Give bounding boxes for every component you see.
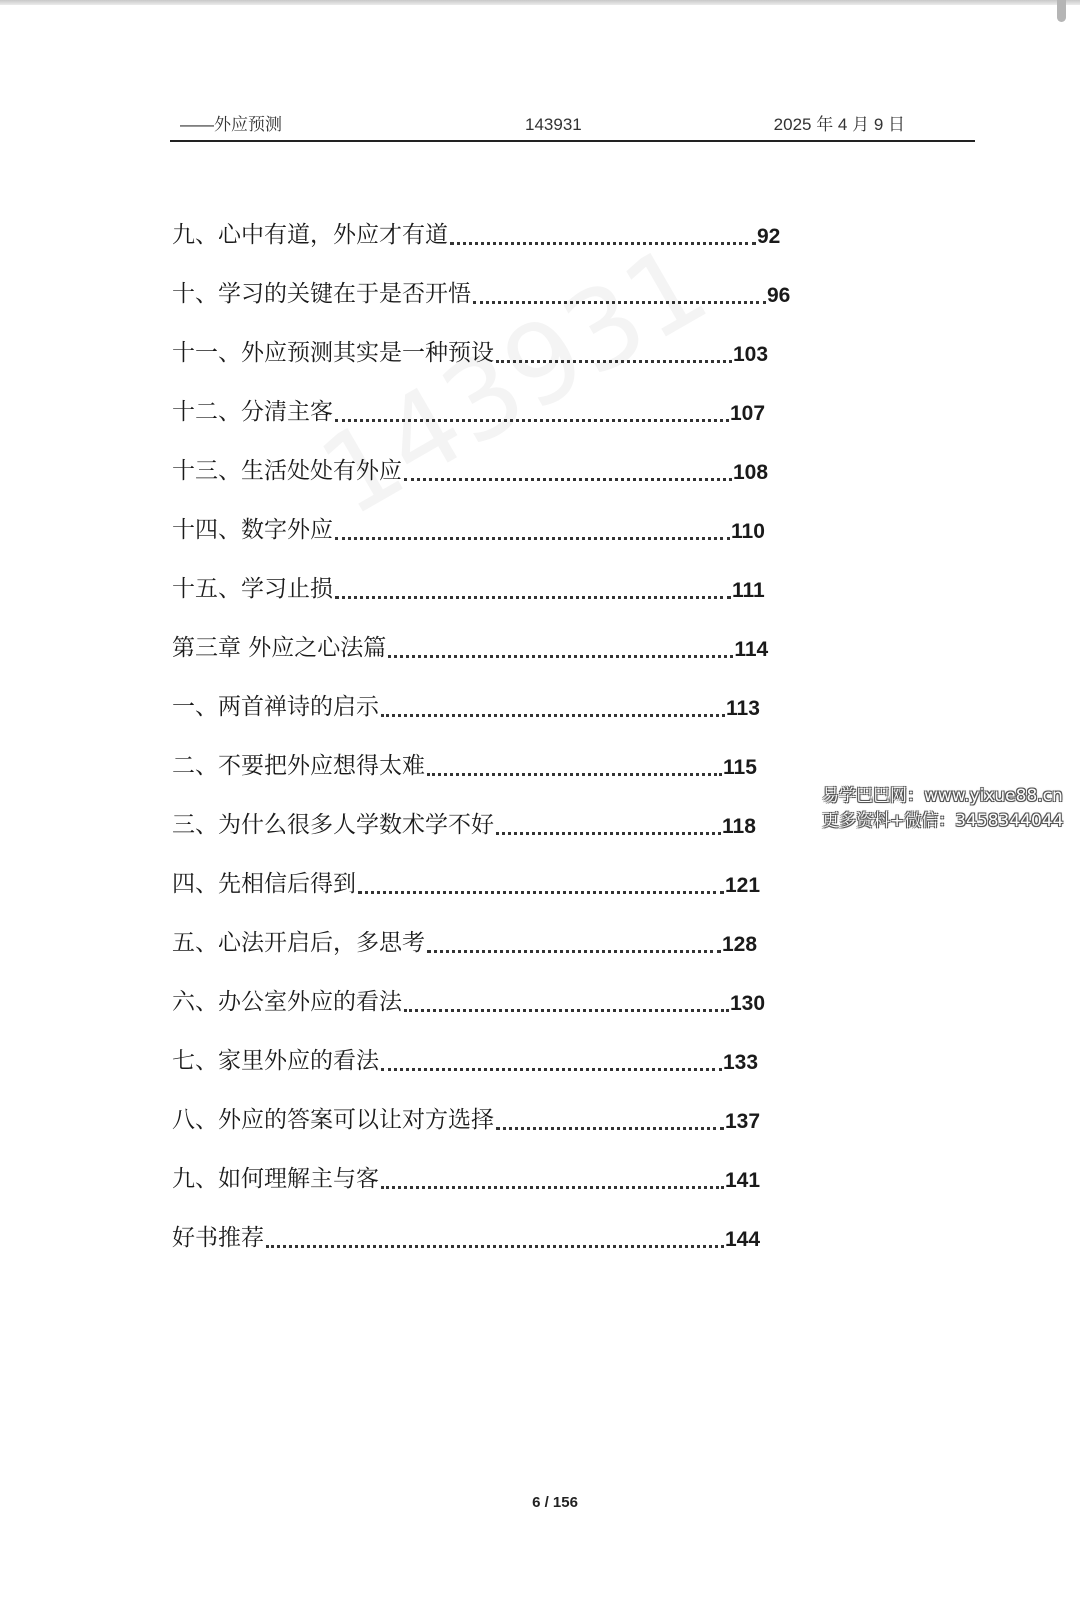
toc-leader-dots [427, 950, 721, 953]
toc-entry-title: 六、办公室外应的看法 [172, 989, 402, 1015]
toc-leader-dots [450, 242, 756, 245]
toc-entry-title: 七、家里外应的看法 [172, 1048, 379, 1074]
table-of-contents [172, 196, 872, 1258]
toc-entry[interactable] [172, 963, 872, 1022]
toc-entry-page: 141 [725, 1169, 761, 1192]
header-doc-title: ——外应预测 [180, 115, 282, 134]
toc-entry-page: 114 [734, 638, 769, 661]
toc-entry-title: 五、心法开启后，多思考 [172, 930, 425, 956]
toc-entry[interactable] [172, 1081, 872, 1140]
toc-entry-title: 八、外应的答案可以让对方选择 [172, 1107, 494, 1133]
toc-entry-title: 一、两首禅诗的启示 [172, 694, 379, 720]
toc-entry[interactable] [172, 904, 872, 963]
toc-entry-title: 九、如何理解主与客 [172, 1166, 379, 1192]
toc-entry-page: 130 [730, 992, 766, 1015]
toc-entry[interactable] [172, 432, 872, 491]
site-note-line: 易学巴巴网：www.yixue88.cn [822, 786, 1063, 806]
site-note-line: 更多资料+微信：3458344044 [822, 811, 1064, 831]
toc-entry[interactable] [172, 609, 872, 668]
toc-entry[interactable] [172, 845, 872, 904]
toc-entry-page: 113 [726, 697, 760, 720]
toc-entry-title: 三、为什么很多人学数术学不好 [172, 812, 494, 838]
toc-entry-page: 103 [733, 343, 769, 366]
toc-leader-dots [335, 596, 731, 599]
toc-leader-dots [388, 655, 733, 658]
toc-entry-page: 92 [757, 225, 781, 248]
toc-entry-title: 四、先相信后得到 [172, 871, 356, 897]
toc-entry-page: 118 [722, 815, 756, 838]
toc-entry-page: 133 [723, 1051, 759, 1074]
toc-entry-title: 十二、分清主客 [172, 399, 333, 425]
toc-entry-page: 107 [730, 402, 766, 425]
toc-entry-page: 96 [767, 284, 791, 307]
toc-entry[interactable] [172, 550, 872, 609]
toc-entry[interactable] [172, 314, 872, 373]
toc-entry-title: 九、心中有道，外应才有道 [172, 222, 448, 248]
toc-entry-page: 115 [723, 756, 757, 779]
toc-entry[interactable] [172, 1022, 872, 1081]
toc-entry-page: 137 [725, 1110, 761, 1133]
toc-entry[interactable] [172, 196, 872, 255]
toc-entry-page: 121 [725, 874, 761, 897]
toc-leader-dots [496, 1127, 724, 1130]
toc-leader-dots [473, 301, 766, 304]
scrollbar-thumb[interactable] [1057, 0, 1066, 22]
toc-entry-title: 十一、外应预测其实是一种预设 [172, 340, 494, 366]
toc-entry[interactable] [172, 491, 872, 550]
toc-entry[interactable] [172, 1199, 872, 1258]
toc-entry-title: 十三、生活处处有外应 [172, 458, 402, 484]
toc-entry-title: 十五、学习止损 [172, 576, 333, 602]
page-number: 6 / 156 [532, 1494, 578, 1511]
toc-leader-dots [381, 714, 725, 717]
header-date: 2025 年 4 月 9 日 [773, 115, 905, 134]
toc-leader-dots [496, 832, 721, 835]
toc-entry-title: 十四、数字外应 [172, 517, 333, 543]
toc-entry-title: 十、学习的关键在于是否开悟 [172, 281, 471, 307]
site-watermark-note [822, 784, 1072, 834]
toc-leader-dots [404, 478, 732, 481]
toc-leader-dots [381, 1068, 722, 1071]
toc-leader-dots [496, 360, 732, 363]
toc-entry-title: 二、不要把外应想得太难 [172, 753, 425, 779]
toc-entry-page: 110 [731, 520, 765, 543]
toc-entry[interactable] [172, 786, 872, 845]
top-edge [0, 0, 1080, 5]
toc-entry-page: 108 [733, 461, 769, 484]
toc-leader-dots [335, 537, 730, 540]
toc-entry[interactable] [172, 727, 872, 786]
toc-entry[interactable] [172, 255, 872, 314]
toc-entry-title: 好书推荐 [172, 1225, 264, 1251]
header-doc-id: 143931 [525, 115, 582, 134]
toc-entry[interactable] [172, 668, 872, 727]
toc-entry[interactable] [172, 373, 872, 432]
toc-leader-dots [427, 773, 722, 776]
toc-entry-page: 144 [725, 1228, 761, 1251]
toc-leader-dots [335, 419, 729, 422]
toc-leader-dots [358, 891, 724, 894]
toc-leader-dots [381, 1186, 724, 1189]
toc-leader-dots [266, 1245, 724, 1248]
toc-entry[interactable] [172, 1140, 872, 1199]
toc-entry-title: 第三章 外应之心法篇 [172, 635, 387, 661]
toc-leader-dots [404, 1009, 729, 1012]
page-header [170, 110, 975, 142]
toc-entry-page: 128 [722, 933, 758, 956]
toc-entry-page: 111 [732, 579, 765, 602]
